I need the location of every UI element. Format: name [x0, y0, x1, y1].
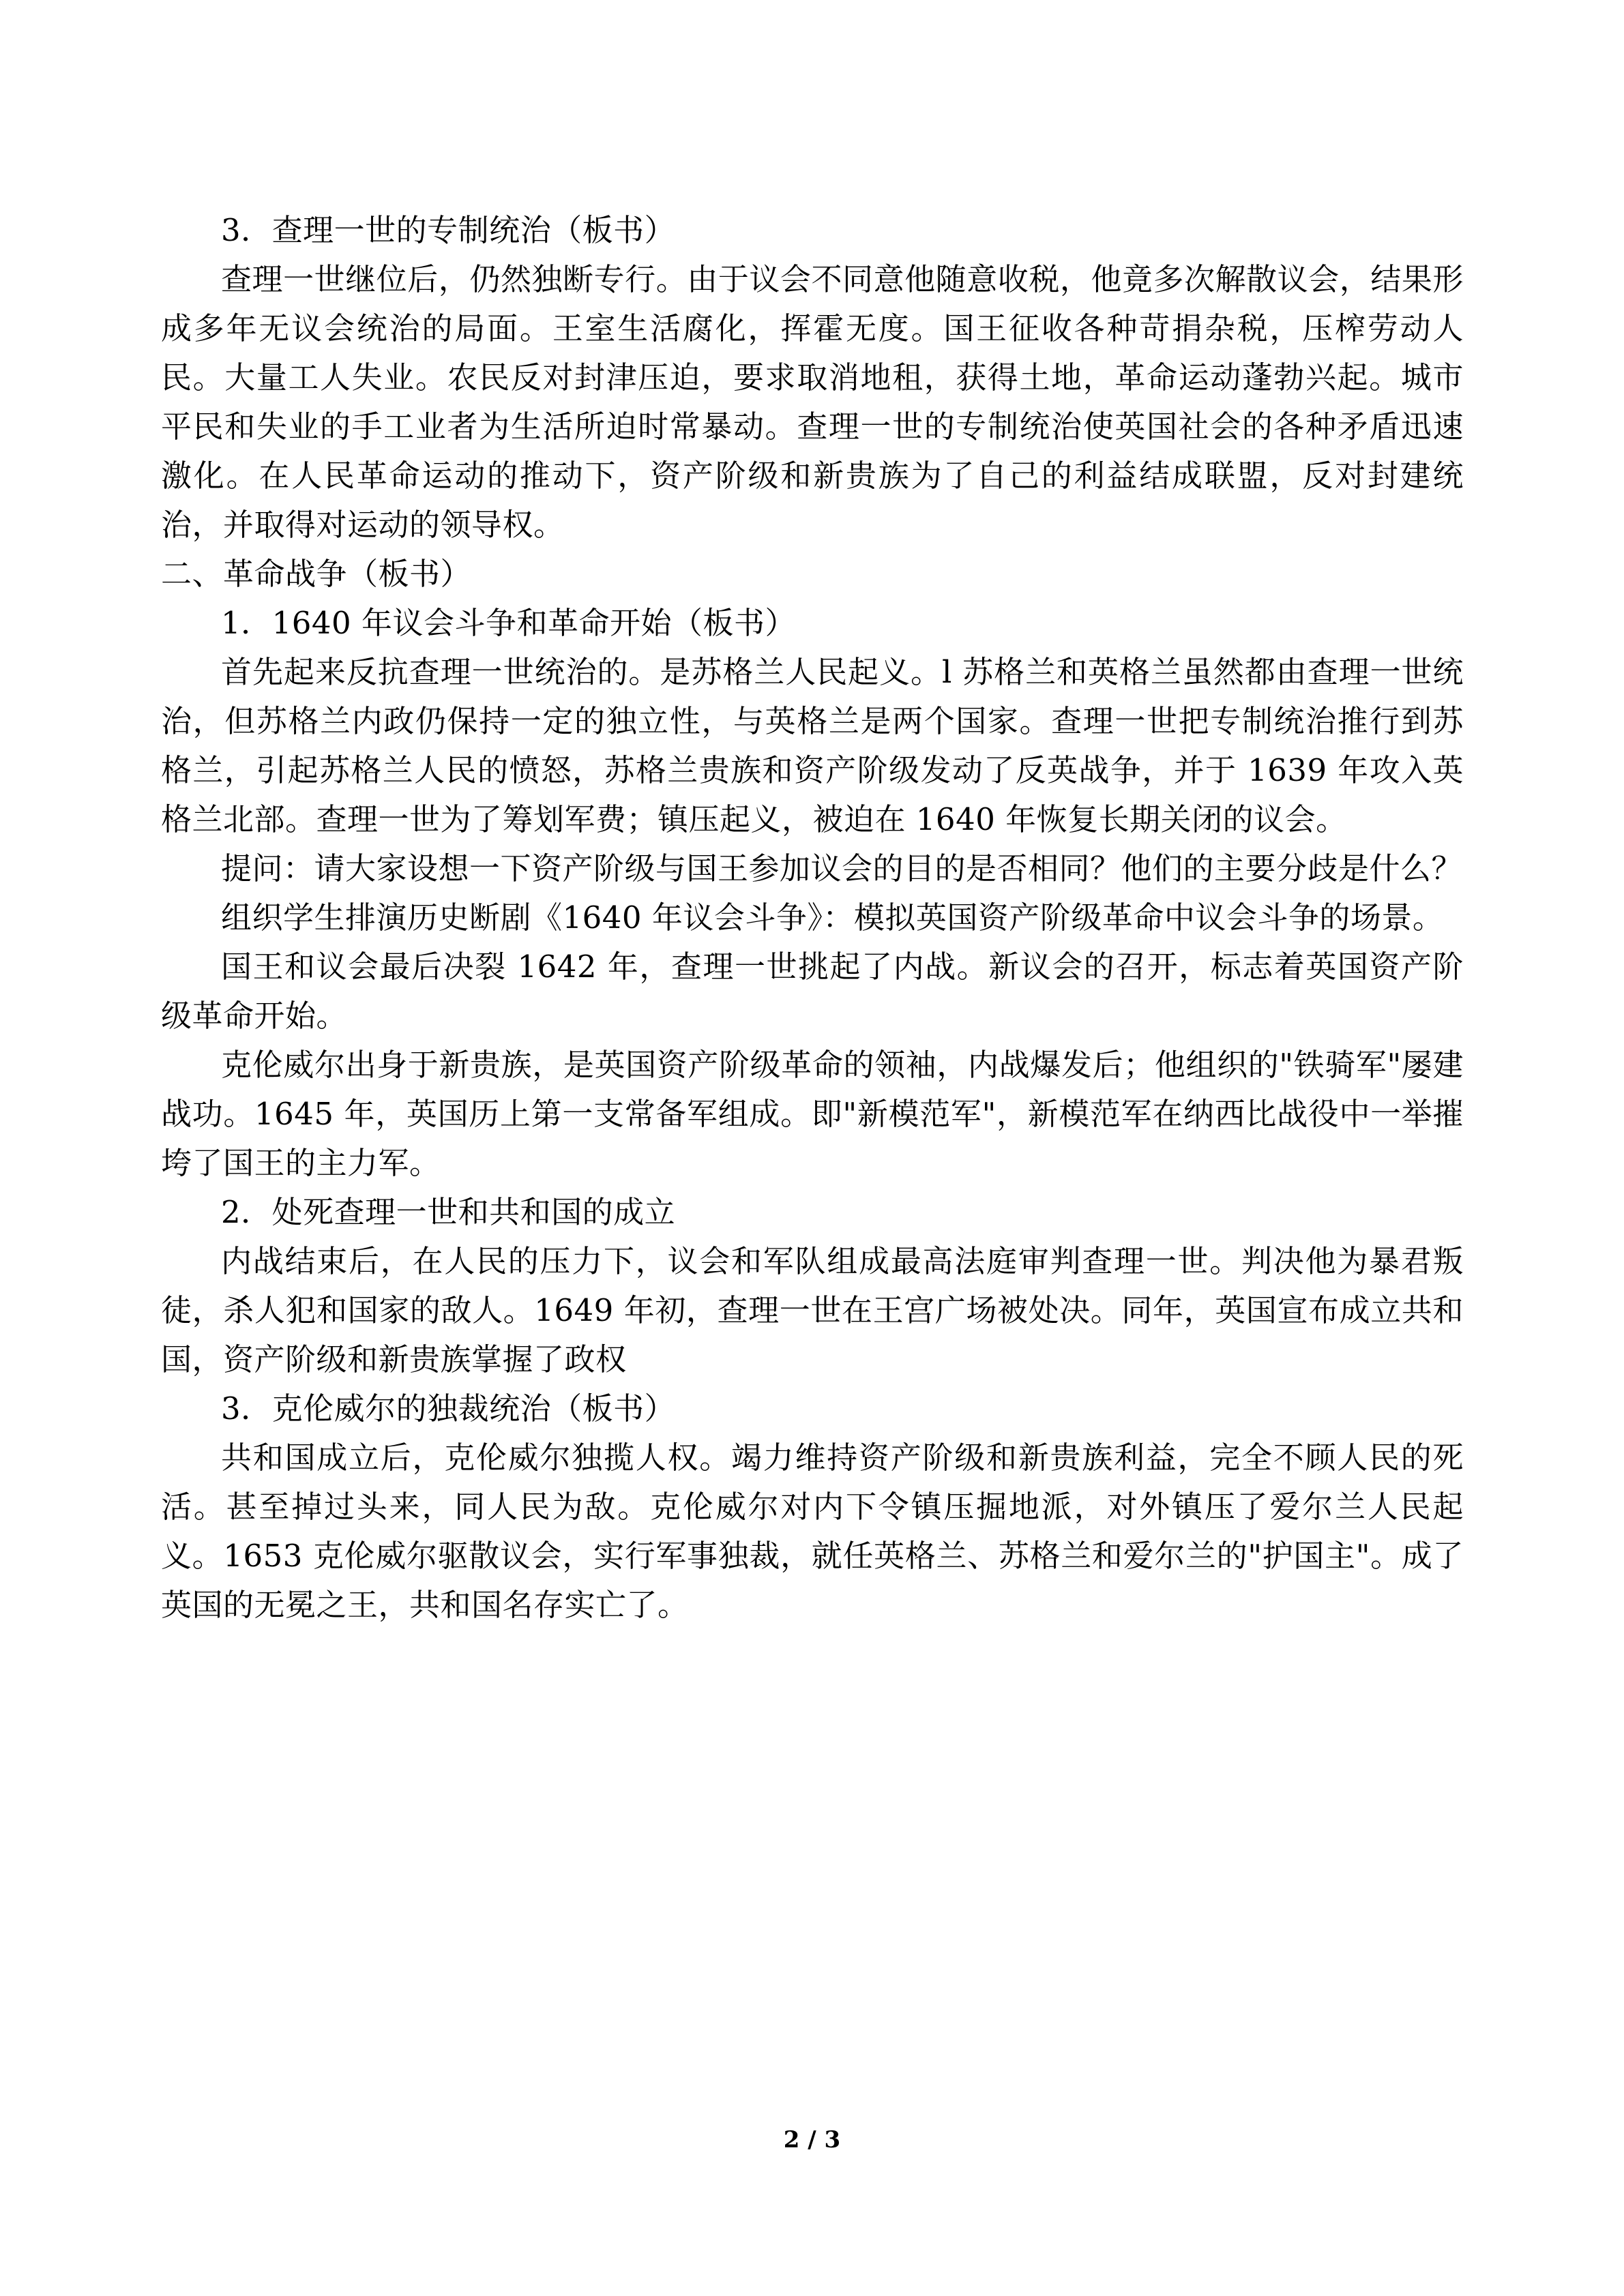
- paragraph-cromwell-dictatorship: 共和国成立后，克伦威尔独揽人权。竭力维持资产阶级和新贵族利益，完全不顾人民的死活。甚至掉过头来，同人民为敌。克伦威尔对内下令镇压掘地派，对外镇压了爱尔兰人民起义。1653 克伦威尔驱散议会，实行军事独裁，就任英格兰、苏格兰和爱尔兰的"护国主"。成了英国的无冕之王，共和国名存实亡了。: [161, 1440, 1464, 1623]
- paragraph-drama-activity: 组织学生排演历史断剧《1640 年议会斗争》：模拟英国资产阶级革命中议会斗争的场景。: [221, 899, 1444, 936]
- paragraph-question: 提问：请大家设想一下资产阶级与国王参加议会的目的是否相同？他们的主要分歧是什么？: [221, 850, 1463, 886]
- subheading-1640-parliament: 1．1640 年议会斗争和革命开始（板书）: [221, 605, 796, 641]
- paragraph-scottish-uprising: 首先起来反抗查理一世统治的。是苏格兰人民起义。l 苏格兰和英格兰虽然都由查理一世统治，但苏格兰内政仍保持一定的独立性，与英格兰是两个国家。查理一世把专制统治推行到苏格兰，引起苏格兰人民的愤怒，苏格兰贵族和资产阶级发动了反英战争，并于 1639 年攻入英格兰北部。查理一世为了筹划军费；镇压起义，被迫在 1640 年恢复长期关闭的议会。: [161, 654, 1464, 837]
- subheading-execution-republic: 2．处死查理一世和共和国的成立: [221, 1194, 676, 1230]
- paragraph-execution-republic: 内战结束后，在人民的压力下，议会和军队组成最高法庭审判查理一世。判决他为暴君叛徒，杀人犯和国家的敌人。1649 年初，查理一世在王宫广场被处决。同年，英国宣布成立共和国，资产阶级和新贵族掌握了政权: [161, 1243, 1464, 1377]
- heading-revolutionary-war: 二、革命战争（板书）: [161, 556, 472, 592]
- paragraph-charles-autocracy: 查理一世继位后，仍然独断专行。由于议会不同意他随意收税，他竟多次解散议会，结果形成多年无议会统治的局面。王室生活腐化，挥霍无度。国王征收各种苛捐杂税，压榨劳动人民。大量工人失业。农民反对封津压迫，要求取消地租，获得土地，革命运动蓬勃兴起。城市平民和失业的手工业者为生活所迫时常暴动。查理一世的专制统治使英国社会的各种矛盾迅速激化。在人民革命运动的推动下，资产阶级和新贵族为了自己的利益结成联盟，反对封建统治，并取得对运动的领导权。: [161, 261, 1464, 543]
- paragraph-cromwell-army: 克伦威尔出身于新贵族，是英国资产阶级革命的领袖，内战爆发后；他组织的"铁骑军"屡建战功。1645 年，英国历上第一支常备军组成。即"新模范军"，新模范军在纳西比战役中一举摧垮了国王的主力军。: [161, 1047, 1464, 1181]
- document-body: [161, 206, 1464, 1630]
- subheading-charles-autocracy: 3．查理一世的专制统治（板书）: [221, 212, 676, 248]
- subheading-cromwell-dictatorship: 3．克伦威尔的独裁统治（板书）: [221, 1390, 676, 1427]
- page-number: 2 / 3: [783, 2126, 841, 2153]
- paragraph-civil-war-start: 国王和议会最后决裂 1642 年，查理一世挑起了内战。新议会的召开，标志着英国资产阶级革命开始。: [161, 949, 1464, 1034]
